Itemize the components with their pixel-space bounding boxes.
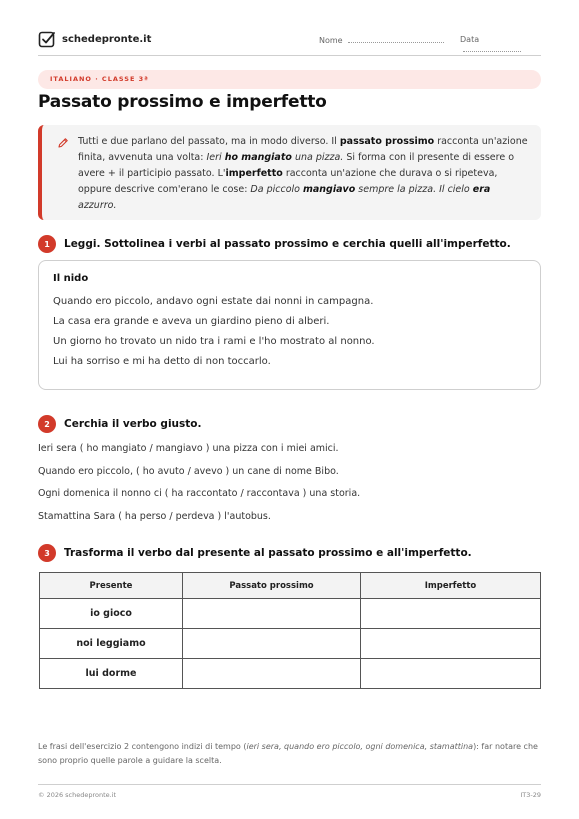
name-line (348, 35, 444, 43)
column-header: Imperfetto (361, 573, 541, 599)
table-row (40, 599, 541, 629)
column-header: Passato prossimo (183, 573, 361, 599)
table-row (40, 659, 541, 689)
intro-box (38, 125, 541, 220)
pencil-icon (57, 137, 69, 149)
story-line[interactable]: Un giorno ho trovato un nido tra i rami e l'ho mostrato al nonno. (53, 336, 375, 347)
exercise-1-instruction: Leggi. Sottolinea i verbi al passato prossimo e cerchia quelli all'imperfetto. (64, 238, 511, 250)
present-cell: io gioco (40, 599, 183, 629)
answer-cell[interactable] (361, 599, 541, 629)
exercise-number-badge: 3 (38, 544, 56, 562)
sentence[interactable]: Quando ero piccolo, ( ho avuto / avevo ) un cane di nome Bibo. (38, 465, 339, 477)
story-line[interactable]: La casa era grande e aveva un giardino pieno di alberi. (53, 316, 330, 327)
page-header (38, 30, 541, 56)
present-cell: noi leggiamo (40, 629, 183, 659)
sentence[interactable]: Ogni domenica il nonno ci ( ha raccontato / raccontava ) una storia. (38, 488, 361, 499)
date-label: Data (460, 35, 480, 44)
story-box (38, 260, 541, 390)
brand-name: schedepronte.it (62, 33, 152, 45)
answer-cell[interactable] (361, 659, 541, 689)
story-line[interactable]: Quando ero piccolo, andavo ogni estate dai nonni in campagna. (53, 296, 374, 307)
intro-text: Tutti e due parlano del passato, ma in modo diverso. Il passato prossimo racconta un'azione finita, avvenuta una volta: Ieri ho mangiato una pizza. Si forma con il presente di essere o avere + il participio passato. L'imperfetto racconta un'azione che durava o si ripeteva, oppure descrive com'erano le cose: Da piccolo mangiavo sempre la pizza. Il cielo era azzurro. (78, 136, 528, 211)
exercise-2-sentences (38, 438, 360, 528)
exercise-2-instruction: Cerchia il verbo giusto. (64, 418, 202, 430)
sentence[interactable]: Ieri sera ( ho mangiato / mangiavo ) una pizza con i miei amici. (38, 443, 339, 454)
exercise-number-badge: 2 (38, 415, 56, 433)
name-field[interactable] (319, 35, 444, 45)
answer-cell[interactable] (183, 629, 361, 659)
sentence[interactable]: Stamattina Sara ( ha perso / perdeva ) l'autobus. (38, 510, 271, 522)
conjugation-table (39, 572, 541, 689)
answer-cell[interactable] (183, 599, 361, 629)
exercise-3-instruction: Trasforma il verbo dal presente al passato prossimo e all'imperfetto. (64, 547, 472, 559)
teacher-note: Le frasi dell'esercizio 2 contengono indizi di tempo (ieri sera, quando ero piccolo, ogni domenica, stamattina): far notare che sono proprio quelle parole a guidare la scelta. (38, 742, 538, 765)
exercise-1-heading (38, 235, 511, 253)
category-badge: ITALIANO · CLASSE 3ª (38, 70, 541, 89)
page-title: Passato prossimo e imperfetto (38, 92, 327, 112)
answer-cell[interactable] (361, 629, 541, 659)
exercise-3-heading (38, 544, 472, 562)
date-line (463, 44, 521, 52)
table-header-row (40, 573, 541, 599)
story-line[interactable]: Lui ha sorriso e mi ha detto di non toccarlo. (53, 356, 271, 367)
copyright: © 2026 schedepronte.it (38, 791, 117, 799)
sheet-code: IT3-29 (520, 791, 541, 799)
brand-logo (38, 30, 151, 48)
answer-cell[interactable] (183, 659, 361, 689)
exercise-2-heading (38, 415, 202, 433)
name-label: Nome (319, 36, 343, 45)
column-header: Presente (40, 573, 183, 599)
checkbox-icon (38, 30, 56, 48)
date-field[interactable] (460, 35, 541, 54)
exercise-number-badge: 1 (38, 235, 56, 253)
present-cell: lui dorme (40, 659, 183, 689)
story-title: Il nido (53, 273, 89, 284)
table-row (40, 629, 541, 659)
page-footer (38, 784, 541, 799)
